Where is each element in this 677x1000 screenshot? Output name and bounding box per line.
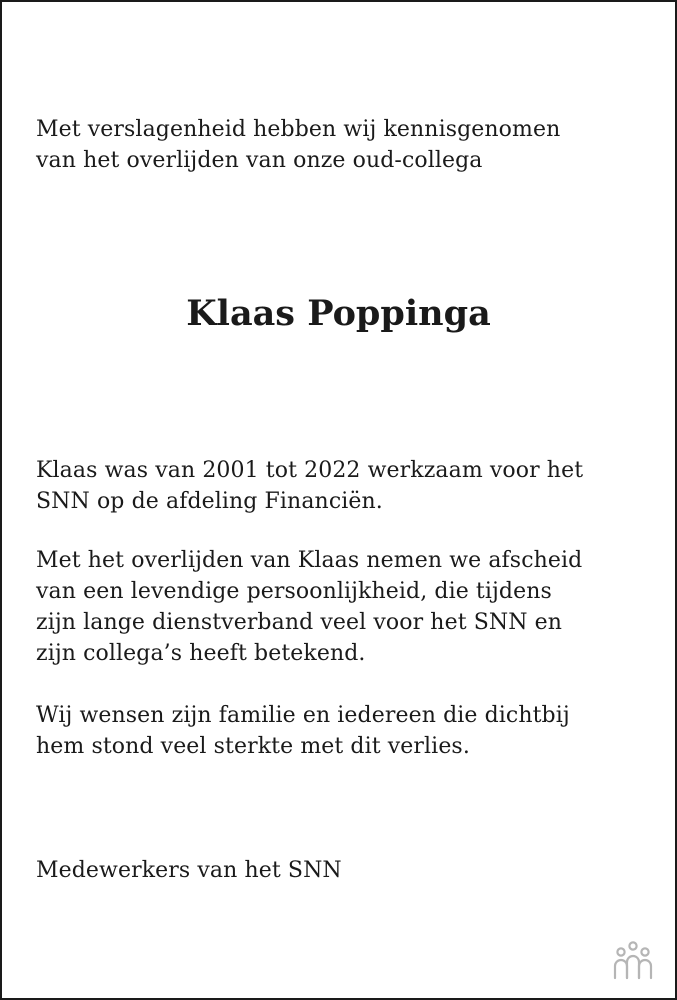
people-group-icon <box>609 940 657 980</box>
paragraph-line: van een levendige persoonlijkheid, die tijdens <box>36 579 552 604</box>
paragraph-line: SNN op de afdeling Financiën. <box>36 489 383 514</box>
signoff: Medewerkers van het SNN <box>36 858 342 883</box>
intro-line: van het overlijden van onze oud-collega <box>36 148 483 173</box>
paragraph-line: Wij wensen zijn familie en iedereen die dichtbij <box>36 703 570 728</box>
paragraph-line: Klaas was van 2001 tot 2022 werkzaam voor het <box>36 458 584 483</box>
intro-line: Met verslagenheid hebben wij kennisgenomen <box>36 117 561 142</box>
paragraph-line: hem stond veel sterkte met dit verlies. <box>36 734 470 759</box>
farewell-paragraph <box>36 545 655 669</box>
employment-paragraph <box>36 455 655 517</box>
intro-text <box>36 114 655 176</box>
paragraph-line: zijn lange dienstverband veel voor het SNN en <box>36 610 563 635</box>
deceased-name: Klaas Poppinga <box>186 293 491 334</box>
paragraph-line: Met het overlijden van Klaas nemen we afscheid <box>36 548 583 573</box>
paragraph-line: zijn collega’s heeft betekend. <box>36 641 366 666</box>
condolence-paragraph <box>36 700 655 762</box>
